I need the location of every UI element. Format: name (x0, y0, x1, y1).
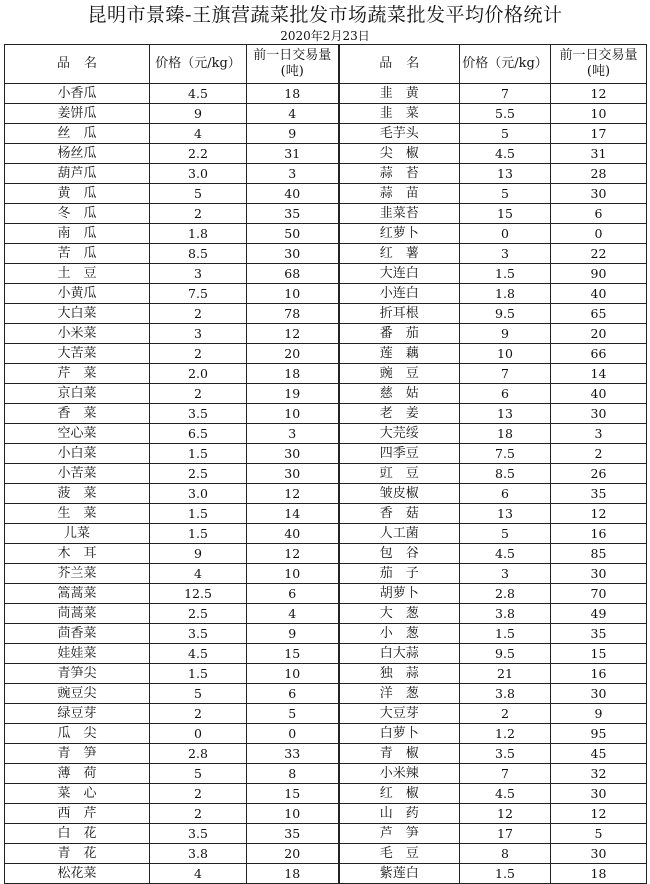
right-price-cell: 5 (460, 184, 551, 204)
right-price-cell: 10 (460, 344, 551, 364)
right-volume-cell: 95 (551, 724, 647, 744)
right-name-cell: 毛芋头 (339, 124, 460, 144)
right-price-cell: 15 (460, 204, 551, 224)
right-name-cell: 包 谷 (339, 544, 460, 564)
left-name-cell: 苦 瓜 (5, 244, 150, 264)
right-name-cell: 青 椒 (339, 744, 460, 764)
right-price-cell: 7 (460, 84, 551, 104)
left-price-cell: 1.5 (150, 664, 247, 684)
right-name-cell: 蒜 苗 (339, 184, 460, 204)
right-volume-cell: 10 (551, 104, 647, 124)
left-volume-cell: 15 (247, 784, 339, 804)
right-name-cell: 胡萝卜 (339, 584, 460, 604)
right-volume-cell: 0 (551, 224, 647, 244)
left-volume-cell: 20 (247, 844, 339, 864)
right-volume-cell: 32 (551, 764, 647, 784)
left-price-cell: 4 (150, 864, 247, 884)
table-row (5, 604, 647, 624)
left-name-cell: 菜 心 (5, 784, 150, 804)
left-volume-cell: 9 (247, 624, 339, 644)
right-price-cell: 13 (460, 404, 551, 424)
right-volume-cell: 85 (551, 544, 647, 564)
left-price-cell: 3 (150, 324, 247, 344)
left-price-cell: 2 (150, 344, 247, 364)
left-volume-cell: 10 (247, 564, 339, 584)
right-name-cell: 洋 葱 (339, 684, 460, 704)
left-name-cell: 茴香菜 (5, 624, 150, 644)
table-row (5, 384, 647, 404)
table-row (5, 324, 647, 344)
right-volume-cell: 30 (551, 184, 647, 204)
right-price-cell: 21 (460, 664, 551, 684)
right-name-cell: 香 菇 (339, 504, 460, 524)
left-name-cell: 大白菜 (5, 304, 150, 324)
left-price-cell: 3 (150, 264, 247, 284)
right-volume-cell: 12 (551, 504, 647, 524)
right-name-cell: 红萝卜 (339, 224, 460, 244)
right-price-cell: 7.5 (460, 444, 551, 464)
left-volume-cell: 33 (247, 744, 339, 764)
right-name-cell: 老 姜 (339, 404, 460, 424)
left-volume-cell: 30 (247, 464, 339, 484)
right-price-cell: 13 (460, 164, 551, 184)
right-price-cell: 3 (460, 564, 551, 584)
left-volume-cell: 18 (247, 364, 339, 384)
right-name-cell: 豇 豆 (339, 464, 460, 484)
table-row (5, 844, 647, 864)
table-row (5, 864, 647, 884)
right-price-cell: 1.2 (460, 724, 551, 744)
left-volume-cell: 40 (247, 184, 339, 204)
right-price-cell: 1.5 (460, 264, 551, 284)
left-price-cell: 3.5 (150, 404, 247, 424)
right-name-cell: 莲 藕 (339, 344, 460, 364)
right-volume-cell: 31 (551, 144, 647, 164)
table-row (5, 164, 647, 184)
left-volume-cell: 19 (247, 384, 339, 404)
left-name-cell: 大苦菜 (5, 344, 150, 364)
header-volume-right: 前一日交易量(吨) (551, 45, 647, 84)
table-row (5, 584, 647, 604)
right-volume-cell: 12 (551, 804, 647, 824)
left-volume-cell: 12 (247, 544, 339, 564)
left-name-cell: 青 花 (5, 844, 150, 864)
table-row (5, 424, 647, 444)
right-volume-cell: 35 (551, 484, 647, 504)
left-volume-cell: 30 (247, 244, 339, 264)
left-volume-cell: 3 (247, 164, 339, 184)
left-volume-cell: 14 (247, 504, 339, 524)
left-price-cell: 4.5 (150, 644, 247, 664)
right-name-cell: 尖 椒 (339, 144, 460, 164)
right-volume-cell: 12 (551, 84, 647, 104)
right-name-cell: 白大蒜 (339, 644, 460, 664)
left-volume-cell: 31 (247, 144, 339, 164)
left-price-cell: 2.5 (150, 464, 247, 484)
left-price-cell: 3.5 (150, 824, 247, 844)
left-price-cell: 2.0 (150, 364, 247, 384)
right-volume-cell: 35 (551, 624, 647, 644)
table-row (5, 304, 647, 324)
right-price-cell: 5 (460, 124, 551, 144)
right-price-cell: 3.5 (460, 744, 551, 764)
right-volume-cell: 3 (551, 424, 647, 444)
right-price-cell: 4.5 (460, 144, 551, 164)
left-price-cell: 3.8 (150, 844, 247, 864)
left-price-cell: 2.8 (150, 744, 247, 764)
left-name-cell: 篙蒿菜 (5, 584, 150, 604)
left-name-cell: 冬 瓜 (5, 204, 150, 224)
right-volume-cell: 20 (551, 324, 647, 344)
right-name-cell: 韭 菜 (339, 104, 460, 124)
table-row (5, 804, 647, 824)
right-name-cell: 人工菌 (339, 524, 460, 544)
left-name-cell: 菠 菜 (5, 484, 150, 504)
header-name-left: 品名 (5, 45, 150, 84)
right-price-cell: 7 (460, 364, 551, 384)
left-price-cell: 12.5 (150, 584, 247, 604)
left-volume-cell: 10 (247, 664, 339, 684)
left-name-cell: 姜饼瓜 (5, 104, 150, 124)
table-row (5, 504, 647, 524)
left-price-cell: 5 (150, 764, 247, 784)
left-price-cell: 8.5 (150, 244, 247, 264)
right-price-cell: 6 (460, 484, 551, 504)
right-name-cell: 独 蒜 (339, 664, 460, 684)
left-name-cell: 芥兰菜 (5, 564, 150, 584)
left-price-cell: 3.0 (150, 484, 247, 504)
left-price-cell: 2.5 (150, 604, 247, 624)
right-volume-cell: 16 (551, 664, 647, 684)
left-volume-cell: 12 (247, 484, 339, 504)
table-row (5, 704, 647, 724)
left-price-cell: 2 (150, 784, 247, 804)
right-price-cell: 8 (460, 844, 551, 864)
table-row (5, 224, 647, 244)
table-row (5, 764, 647, 784)
right-name-cell: 蒜 苔 (339, 164, 460, 184)
right-name-cell: 红 薯 (339, 244, 460, 264)
left-volume-cell: 5 (247, 704, 339, 724)
left-price-cell: 2 (150, 304, 247, 324)
right-volume-cell: 9 (551, 704, 647, 724)
left-name-cell: 小黄瓜 (5, 284, 150, 304)
left-volume-cell: 30 (247, 444, 339, 464)
table-row (5, 744, 647, 764)
header-name-right: 品名 (339, 45, 460, 84)
document-date: 2020年2月23日 (280, 29, 370, 43)
left-volume-cell: 3 (247, 424, 339, 444)
left-price-cell: 3.0 (150, 164, 247, 184)
right-volume-cell: 28 (551, 164, 647, 184)
header-price-right: 价格（元/kg） (460, 45, 551, 84)
table-row (5, 244, 647, 264)
left-name-cell: 香 菜 (5, 404, 150, 424)
left-volume-cell: 78 (247, 304, 339, 324)
right-volume-cell: 70 (551, 584, 647, 604)
table-row (5, 484, 647, 504)
left-price-cell: 9 (150, 104, 247, 124)
left-volume-cell: 20 (247, 344, 339, 364)
right-volume-cell: 22 (551, 244, 647, 264)
right-name-cell: 韭 黄 (339, 84, 460, 104)
right-volume-cell: 2 (551, 444, 647, 464)
left-name-cell: 土 豆 (5, 264, 150, 284)
left-volume-cell: 8 (247, 764, 339, 784)
right-price-cell: 4.5 (460, 784, 551, 804)
right-name-cell: 山 药 (339, 804, 460, 824)
right-name-cell: 四季豆 (339, 444, 460, 464)
left-volume-cell: 12 (247, 324, 339, 344)
left-price-cell: 2 (150, 204, 247, 224)
right-name-cell: 大豆芽 (339, 704, 460, 724)
table-row (5, 364, 647, 384)
right-name-cell: 韭菜苔 (339, 204, 460, 224)
left-name-cell: 绿豆芽 (5, 704, 150, 724)
right-price-cell: 3.8 (460, 684, 551, 704)
left-price-cell: 4 (150, 124, 247, 144)
right-price-cell: 12 (460, 804, 551, 824)
table-row (5, 644, 647, 664)
right-volume-cell: 49 (551, 604, 647, 624)
right-volume-cell: 6 (551, 204, 647, 224)
left-volume-cell: 4 (247, 604, 339, 624)
table-row (5, 464, 647, 484)
left-price-cell: 4 (150, 564, 247, 584)
right-volume-cell: 40 (551, 384, 647, 404)
left-price-cell: 9 (150, 544, 247, 564)
right-name-cell: 大 葱 (339, 604, 460, 624)
right-volume-cell: 65 (551, 304, 647, 324)
left-name-cell: 茼蒿菜 (5, 604, 150, 624)
left-name-cell: 青 笋 (5, 744, 150, 764)
table-row (5, 784, 647, 804)
right-name-cell: 小 葱 (339, 624, 460, 644)
left-price-cell: 0 (150, 724, 247, 744)
right-name-cell: 番 茄 (339, 324, 460, 344)
table-row (5, 184, 647, 204)
left-volume-cell: 10 (247, 404, 339, 424)
left-volume-cell: 18 (247, 864, 339, 884)
right-name-cell: 白萝卜 (339, 724, 460, 744)
right-price-cell: 5 (460, 524, 551, 544)
right-volume-cell: 45 (551, 744, 647, 764)
right-volume-cell: 30 (551, 784, 647, 804)
left-price-cell: 2 (150, 704, 247, 724)
table-row (5, 264, 647, 284)
table-row (5, 544, 647, 564)
right-volume-cell: 30 (551, 684, 647, 704)
header-volume-left: 前一日交易量(吨) (247, 45, 339, 84)
right-price-cell: 3 (460, 244, 551, 264)
left-volume-cell: 0 (247, 724, 339, 744)
right-volume-cell: 30 (551, 844, 647, 864)
table-row (5, 444, 647, 464)
left-name-cell: 小香瓜 (5, 84, 150, 104)
left-name-cell: 豌豆尖 (5, 684, 150, 704)
left-name-cell: 白 花 (5, 824, 150, 844)
right-volume-cell: 15 (551, 644, 647, 664)
right-name-cell: 茄 子 (339, 564, 460, 584)
left-name-cell: 小米菜 (5, 324, 150, 344)
table-header-row (5, 45, 647, 84)
left-name-cell: 瓜 尖 (5, 724, 150, 744)
left-price-cell: 7.5 (150, 284, 247, 304)
left-volume-cell: 35 (247, 204, 339, 224)
left-name-cell: 西 芹 (5, 804, 150, 824)
right-name-cell: 皱皮椒 (339, 484, 460, 504)
left-price-cell: 4.5 (150, 84, 247, 104)
table-row (5, 664, 647, 684)
table-row (5, 524, 647, 544)
left-name-cell: 小白菜 (5, 444, 150, 464)
left-price-cell: 1.5 (150, 504, 247, 524)
right-price-cell: 2.8 (460, 584, 551, 604)
right-price-cell: 9.5 (460, 644, 551, 664)
table-row (5, 684, 647, 704)
left-name-cell: 丝 瓜 (5, 124, 150, 144)
left-price-cell: 5 (150, 684, 247, 704)
right-volume-cell: 30 (551, 404, 647, 424)
right-name-cell: 红 椒 (339, 784, 460, 804)
left-name-cell: 生 菜 (5, 504, 150, 524)
right-name-cell: 紫莲白 (339, 864, 460, 884)
left-volume-cell: 6 (247, 684, 339, 704)
table-row (5, 124, 647, 144)
left-volume-cell: 18 (247, 84, 339, 104)
left-name-cell: 杨丝瓜 (5, 144, 150, 164)
table-row (5, 404, 647, 424)
right-price-cell: 2 (460, 704, 551, 724)
left-price-cell: 5 (150, 184, 247, 204)
left-name-cell: 京白菜 (5, 384, 150, 404)
left-name-cell: 木 耳 (5, 544, 150, 564)
table-row (5, 724, 647, 744)
table-row (5, 84, 647, 104)
right-volume-cell: 66 (551, 344, 647, 364)
right-price-cell: 18 (460, 424, 551, 444)
table-row (5, 624, 647, 644)
right-name-cell: 大连白 (339, 264, 460, 284)
right-price-cell: 8.5 (460, 464, 551, 484)
right-volume-cell: 40 (551, 284, 647, 304)
left-volume-cell: 4 (247, 104, 339, 124)
right-price-cell: 4.5 (460, 544, 551, 564)
right-price-cell: 9.5 (460, 304, 551, 324)
right-price-cell: 1.5 (460, 864, 551, 884)
right-price-cell: 3.8 (460, 604, 551, 624)
left-volume-cell: 35 (247, 824, 339, 844)
left-volume-cell: 10 (247, 284, 339, 304)
left-price-cell: 2.2 (150, 144, 247, 164)
left-name-cell: 小苦菜 (5, 464, 150, 484)
left-price-cell: 1.8 (150, 224, 247, 244)
left-name-cell: 黄 瓜 (5, 184, 150, 204)
right-name-cell: 慈 姑 (339, 384, 460, 404)
right-name-cell: 豌 豆 (339, 364, 460, 384)
right-volume-cell: 18 (551, 864, 647, 884)
left-name-cell: 空心菜 (5, 424, 150, 444)
right-volume-cell: 17 (551, 124, 647, 144)
right-name-cell: 毛 豆 (339, 844, 460, 864)
right-price-cell: 7 (460, 764, 551, 784)
left-volume-cell: 15 (247, 644, 339, 664)
table-row (5, 144, 647, 164)
right-volume-cell: 26 (551, 464, 647, 484)
left-volume-cell: 10 (247, 804, 339, 824)
left-volume-cell: 40 (247, 524, 339, 544)
table-row (5, 204, 647, 224)
left-price-cell: 1.5 (150, 524, 247, 544)
right-price-cell: 9 (460, 324, 551, 344)
table-row (5, 284, 647, 304)
right-price-cell: 13 (460, 504, 551, 524)
left-volume-cell: 50 (247, 224, 339, 244)
left-name-cell: 薄 荷 (5, 764, 150, 784)
left-name-cell: 娃娃菜 (5, 644, 150, 664)
right-volume-cell: 90 (551, 264, 647, 284)
price-table (4, 44, 647, 884)
left-volume-cell: 9 (247, 124, 339, 144)
right-name-cell: 小连白 (339, 284, 460, 304)
right-name-cell: 芦 笋 (339, 824, 460, 844)
right-volume-cell: 14 (551, 364, 647, 384)
left-price-cell: 1.5 (150, 444, 247, 464)
right-price-cell: 6 (460, 384, 551, 404)
table-row (5, 104, 647, 124)
table-body (5, 84, 647, 884)
left-name-cell: 葫芦瓜 (5, 164, 150, 184)
right-volume-cell: 16 (551, 524, 647, 544)
header-price-left: 价格（元/kg） (150, 45, 247, 84)
right-price-cell: 17 (460, 824, 551, 844)
left-name-cell: 儿菜 (5, 524, 150, 544)
left-name-cell: 青笋尖 (5, 664, 150, 684)
left-price-cell: 2 (150, 804, 247, 824)
right-name-cell: 小米辣 (339, 764, 460, 784)
left-volume-cell: 6 (247, 584, 339, 604)
right-price-cell: 5.5 (460, 104, 551, 124)
right-price-cell: 1.8 (460, 284, 551, 304)
document-title: 昆明市景臻-王旗营蔬菜批发市场蔬菜批发平均价格统计 (87, 4, 563, 26)
right-volume-cell: 30 (551, 564, 647, 584)
table-row (5, 824, 647, 844)
right-volume-cell: 5 (551, 824, 647, 844)
left-price-cell: 2 (150, 384, 247, 404)
left-name-cell: 松花菜 (5, 864, 150, 884)
table-row (5, 564, 647, 584)
right-name-cell: 大芫绥 (339, 424, 460, 444)
left-volume-cell: 68 (247, 264, 339, 284)
right-name-cell: 折耳根 (339, 304, 460, 324)
table-row (5, 344, 647, 364)
left-price-cell: 3.5 (150, 624, 247, 644)
left-price-cell: 6.5 (150, 424, 247, 444)
left-name-cell: 南 瓜 (5, 224, 150, 244)
right-price-cell: 0 (460, 224, 551, 244)
left-name-cell: 芹 菜 (5, 364, 150, 384)
right-price-cell: 1.5 (460, 624, 551, 644)
